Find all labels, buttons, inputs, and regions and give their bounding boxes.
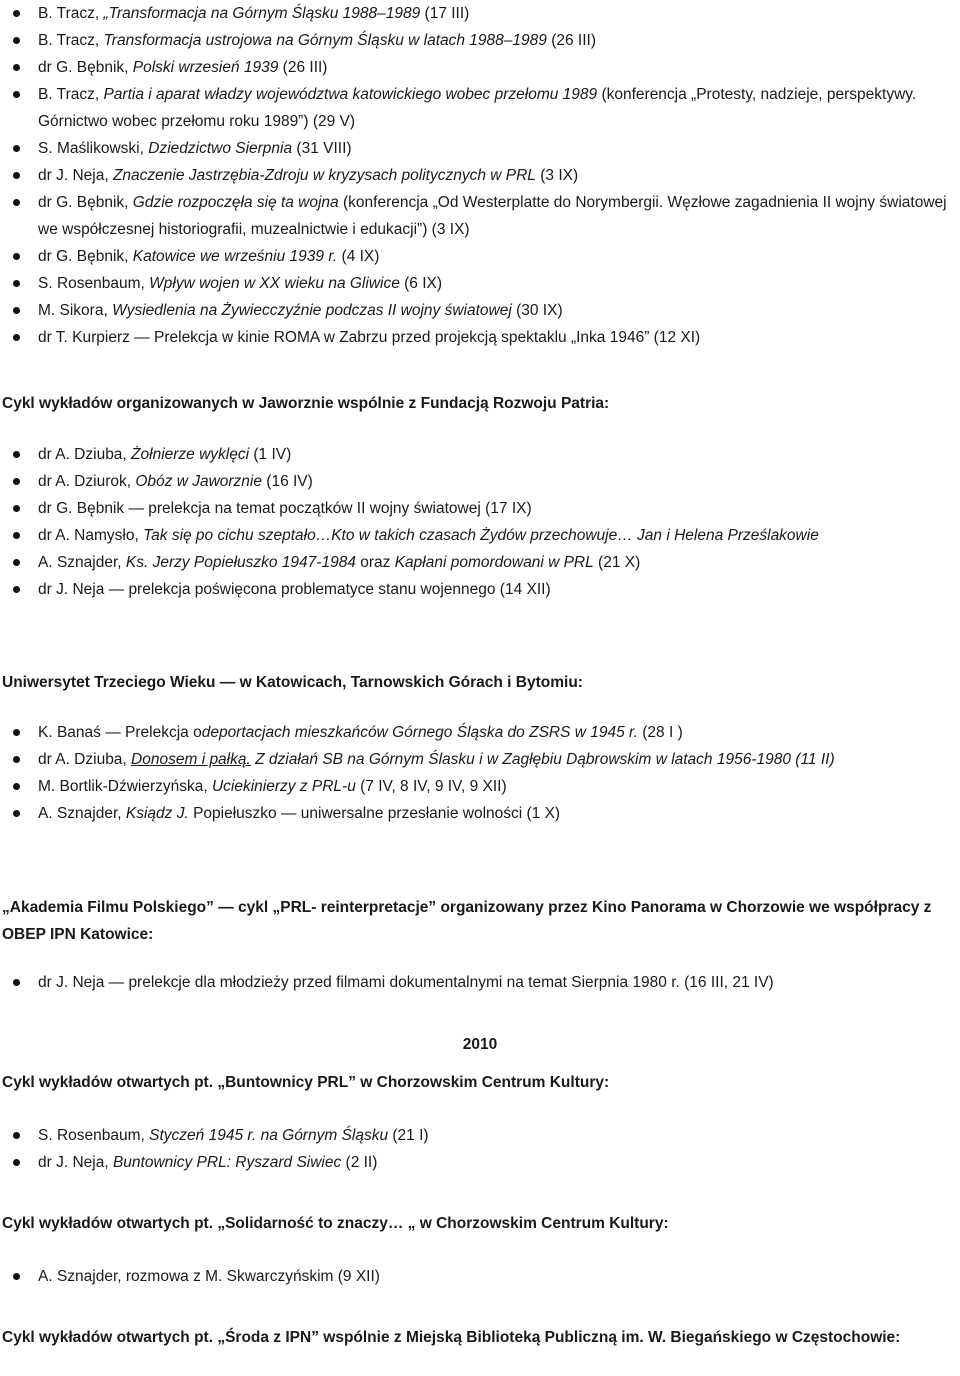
- list-item: [0, 746, 960, 773]
- item-text: B. Tracz,: [38, 86, 104, 103]
- item-text: (6 IX): [399, 275, 443, 292]
- item-text: dr J. Neja,: [38, 1154, 113, 1171]
- list-item: [0, 27, 960, 54]
- item-text: Wysiedlenia na Żywiecczyźnie podczas II wojny światowej: [112, 302, 512, 319]
- year-heading: 2010: [462, 1036, 498, 1053]
- item-text: Znaczenie Jastrzębia-Zdroju w kryzysach politycznych w PRL: [112, 167, 536, 184]
- section-header-utw: Uniwersytet Trzeciego Wieku — w Katowicach, Tarnowskich Górach i Bytomiu:: [2, 674, 583, 691]
- item-text: (30 IX): [511, 302, 563, 319]
- item-text: dr J. Neja,: [38, 167, 113, 184]
- item-text: dr G. Bębnik,: [38, 59, 133, 76]
- list-item: [0, 162, 960, 189]
- item-text: (26 III): [546, 32, 596, 49]
- item-text: Popiełuszko — uniwersalne przesłanie wolności (1 X): [188, 805, 561, 822]
- item-text: (21 I): [388, 1127, 429, 1144]
- item-text: (konferencja „Od Westerplatte do Norymbergii. Węzłowe zagadnienia II wojny światowej we współczesnej historiografii, muzealnictwie i edukacji”) (3 IX): [38, 194, 947, 238]
- item-text: Obóz w Jaworznie: [135, 473, 262, 490]
- section-header-akademia: „Akademia Filmu Polskiego” — cykl „PRL- reinterpretacje” organizowany przez Kino Panorama w Chorzowie we współpracy z OBEP IPN Katowice:: [2, 899, 932, 943]
- list-item: [0, 495, 960, 522]
- list-item: [0, 1122, 960, 1149]
- item-text: (26 III): [278, 59, 328, 76]
- item-text: S. Maślikowski,: [38, 140, 149, 157]
- item-text: Żołnierze wyklęci: [131, 446, 250, 463]
- item-text: Kapłani pomordowani w PRL: [394, 554, 594, 571]
- item-text: (21 X): [593, 554, 641, 571]
- list-item: [0, 773, 960, 800]
- item-text: dr A. Dziuba,: [38, 446, 132, 463]
- lecture-list-2: [0, 441, 960, 603]
- item-text: (16 IV): [261, 473, 313, 490]
- item-text: dr A. Dziuba,: [38, 751, 132, 768]
- item-text: M. Sikora,: [38, 302, 113, 319]
- item-text: (2 II): [341, 1154, 378, 1171]
- item-text: (1 IV): [249, 446, 292, 463]
- item-text: Tak się po cichu szeptało…Kto w takich czasach Żydów przechowuje… Jan i Helena Prześlakowie: [143, 527, 819, 544]
- section-header-buntownicy: Cykl wykładów otwartych pt. „Buntownicy PRL” w Chorzowskim Centrum Kultury:: [2, 1074, 610, 1091]
- item-text: Partia i aparat władzy województwa katowickiego wobec przełomu 1989: [103, 86, 598, 103]
- item-text: dr G. Bębnik — prelekcja na temat początków II wojny światowej (17 IX): [38, 500, 532, 517]
- list-item: [0, 324, 960, 351]
- list-item: [0, 1149, 960, 1176]
- item-text: Ks. Jerzy Popiełuszko 1947-1984: [125, 554, 356, 571]
- item-text: dr G. Bębnik,: [38, 248, 133, 265]
- item-text: B. Tracz,: [38, 32, 104, 49]
- item-text: S. Rosenbaum,: [38, 1127, 150, 1144]
- item-text: Katowice we wrześniu 1939 r.: [132, 248, 338, 265]
- list-item: [0, 441, 960, 468]
- item-text: Polski wrzesień 1939: [132, 59, 279, 76]
- item-text: dr G. Bębnik,: [38, 194, 133, 211]
- section-header-solidarnosc: Cykl wykładów otwartych pt. „Solidarność to znaczy… „ w Chorzowskim Centrum Kultury:: [2, 1215, 669, 1232]
- item-text: A. Sznajder,: [38, 554, 126, 571]
- list-item: [0, 135, 960, 162]
- lecture-list-6: [0, 1263, 960, 1290]
- item-text: (31 VIII): [292, 140, 352, 157]
- list-item: [0, 0, 960, 27]
- list-item: [0, 468, 960, 495]
- list-item: [0, 576, 960, 603]
- list-item: [0, 719, 960, 746]
- list-item: [0, 270, 960, 297]
- list-item: [0, 549, 960, 576]
- item-text: Dziedzictwo Sierpnia: [148, 140, 293, 157]
- item-text: dr J. Neja — prelekcje dla młodzieży przed filmami dokumentalnymi na temat Sierpnia 1980 r. (16 III, 21 IV): [38, 974, 774, 991]
- item-text: oraz: [355, 554, 395, 571]
- item-text: dr T. Kurpierz — Prelekcja w kinie ROMA w Zabrzu przed projekcją spektaklu „Inka 1946” (12 XI): [38, 329, 701, 346]
- item-text: Ksiądz J.: [125, 805, 189, 822]
- item-text: M. Bortlik-Dźwierzyńska,: [38, 778, 212, 795]
- item-text: Transformacja ustrojowa na Górnym Śląsku w latach 1988–1989: [103, 32, 547, 49]
- item-text: deportacjach mieszkańców Górnego Śląska do ZSRS w 1945 r.: [201, 724, 638, 741]
- list-item: [0, 1263, 960, 1290]
- list-item: [0, 969, 960, 996]
- item-text: (4 IX): [337, 248, 380, 265]
- item-text: Buntownicy PRL: Ryszard Siwiec: [112, 1154, 342, 1171]
- list-item: [0, 522, 960, 549]
- list-item: [0, 54, 960, 81]
- item-text: (konferencja „Protesty, nadzieje, perspektywy. Górnictwo wobec przełomu roku 1989”) (29 V): [38, 86, 917, 130]
- item-text: S. Rosenbaum,: [38, 275, 150, 292]
- list-item: [0, 297, 960, 324]
- section-header-jaworzno: Cykl wykładów organizowanych w Jaworznie wspólnie z Fundacją Rozwoju Patria:: [2, 395, 610, 412]
- item-text: Gdzie rozpoczęła się ta wojna: [132, 194, 339, 211]
- item-text: dr A. Dziurok,: [38, 473, 136, 490]
- lecture-list-4: [0, 969, 960, 996]
- lecture-list-3: [0, 719, 960, 827]
- item-text: (3 IX): [535, 167, 579, 184]
- item-text: A. Sznajder, rozmowa z M. Skwarczyńskim (9 XII): [38, 1268, 380, 1285]
- item-text: Wpływ wojen w XX wieku na Gliwice: [149, 275, 400, 292]
- item-text: dr J. Neja — prelekcja poświęcona problematyce stanu wojennego (14 XII): [38, 581, 551, 598]
- item-text: (17 III): [420, 5, 470, 22]
- item-text: (7 IV, 8 IV, 9 IV, 9 XII): [355, 778, 507, 795]
- item-text: „Transformacja na Górnym Śląsku 1988–1989: [103, 5, 421, 22]
- lecture-list-1: [0, 0, 960, 351]
- item-text: Z działań SB na Górnym Ślasku i w Zagłębiu Dąbrowskim w latach 1956-1980 (11 II): [250, 751, 835, 768]
- item-text: Uciekinierzy z PRL-u: [211, 778, 356, 795]
- item-text: B. Tracz,: [38, 5, 104, 22]
- list-item: [0, 800, 960, 827]
- item-text: A. Sznajder,: [38, 805, 126, 822]
- section-header-sroda: Cykl wykładów otwartych pt. „Środa z IPN” wspólnie z Miejską Biblioteką Publiczną im. W. Biegańskiego w Częstochowie:: [2, 1329, 901, 1346]
- list-item: [0, 189, 960, 243]
- item-text: (28 I ): [637, 724, 683, 741]
- lecture-list-5: [0, 1122, 960, 1176]
- item-text: K. Banaś — Prelekcja o: [38, 724, 202, 741]
- item-text: Styczeń 1945 r. na Górnym Śląsku: [149, 1127, 389, 1144]
- list-item: [0, 81, 960, 135]
- list-item: [0, 243, 960, 270]
- item-text: Donosem i pałką.: [131, 751, 251, 768]
- item-text: dr A. Namysło,: [38, 527, 144, 544]
